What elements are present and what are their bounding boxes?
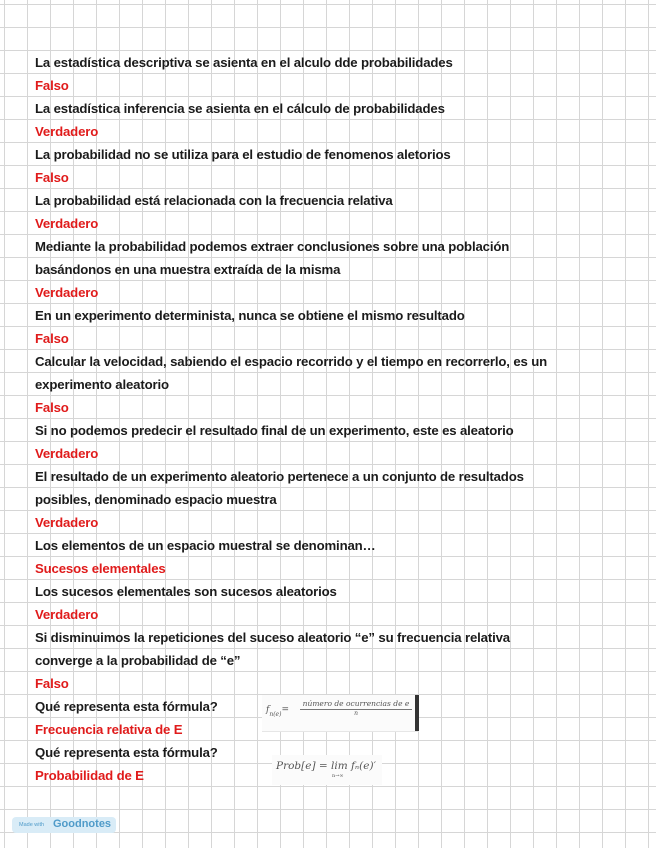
question-line: La probabilidad no se utiliza para el estudio de fenomenos aletorios bbox=[35, 147, 451, 162]
question-line: Si no podemos predecir el resultado final de un experimento, este es aleatorio bbox=[35, 423, 514, 438]
answer-line: Verdadero bbox=[35, 216, 99, 231]
answer-line: Falso bbox=[35, 400, 69, 415]
answer-line: Verdadero bbox=[35, 607, 99, 622]
question-line: En un experimento determinista, nunca se obtiene el mismo resultado bbox=[35, 308, 465, 323]
answer-line: Falso bbox=[35, 676, 69, 691]
answer-line: Falso bbox=[35, 170, 69, 185]
notes-content bbox=[35, 51, 635, 787]
question-line: La probabilidad está relacionada con la frecuencia relativa bbox=[35, 193, 393, 208]
question-line: Qué representa esta fórmula? bbox=[35, 699, 218, 714]
badge-small-text: Made with bbox=[19, 822, 45, 828]
badge-brand-text: Goodnotes bbox=[53, 818, 112, 830]
question-line: Los sucesos elementales son sucesos aleatorios bbox=[35, 584, 337, 599]
answer-line: Falso bbox=[35, 78, 69, 93]
relative-frequency-formula bbox=[262, 695, 419, 732]
question-line: posibles, denominado espacio muestra bbox=[35, 492, 277, 507]
question-line: Qué representa esta fórmula? bbox=[35, 745, 218, 760]
formula-limit-subscript: n→∞ bbox=[332, 773, 344, 779]
formula-edge-bar bbox=[415, 695, 419, 731]
answer-line: Verdadero bbox=[35, 515, 99, 530]
formula-subscript: n(e) bbox=[269, 711, 282, 718]
question-line: experimento aleatorio bbox=[35, 377, 169, 392]
question-line: Si disminuimos la repeticiones del suceso aleatorio “e” su frecuencia relativa bbox=[35, 630, 510, 645]
formula-denominator: n bbox=[354, 710, 358, 717]
answer-line: Sucesos elementales bbox=[35, 561, 166, 576]
question-line: Calcular la velocidad, sabiendo el espacio recorrido y el tiempo en recorrerlo, es un bbox=[35, 354, 548, 369]
answer-line: Verdadero bbox=[35, 285, 99, 300]
question-line: La estadística inferencia se asienta en el cálculo de probabilidades bbox=[35, 101, 445, 116]
answer-line: Verdadero bbox=[35, 446, 99, 461]
question-line: converge a la probabilidad de “e” bbox=[35, 653, 241, 668]
question-line: Los elementos de un espacio muestral se denominan… bbox=[35, 538, 376, 553]
question-line: La estadística descriptiva se asienta en el alculo dde probabilidades bbox=[35, 55, 453, 70]
answer-line: Probabilidad de E bbox=[35, 768, 144, 783]
made-with-goodnotes-badge[interactable] bbox=[12, 817, 116, 833]
formula-expression: Prob[e] = lim fₙ(e)′ bbox=[276, 760, 376, 772]
answer-line: Frecuencia relativa de E bbox=[35, 722, 183, 737]
question-line: basándonos en una muestra extraída de la misma bbox=[35, 262, 341, 277]
question-line: El resultado de un experimento aleatorio pertenece a un conjunto de resultados bbox=[35, 469, 524, 484]
formula-numerator: número de ocurrencias de e bbox=[300, 699, 412, 710]
answer-line: Falso bbox=[35, 331, 69, 346]
formula-fraction bbox=[300, 699, 412, 717]
probability-limit-formula bbox=[272, 755, 382, 785]
answer-line: Verdadero bbox=[35, 124, 99, 139]
question-line: Mediante la probabilidad podemos extraer conclusiones sobre una población bbox=[35, 239, 510, 254]
formula-f: $f_{n(e)}=$ bbox=[266, 705, 289, 718]
